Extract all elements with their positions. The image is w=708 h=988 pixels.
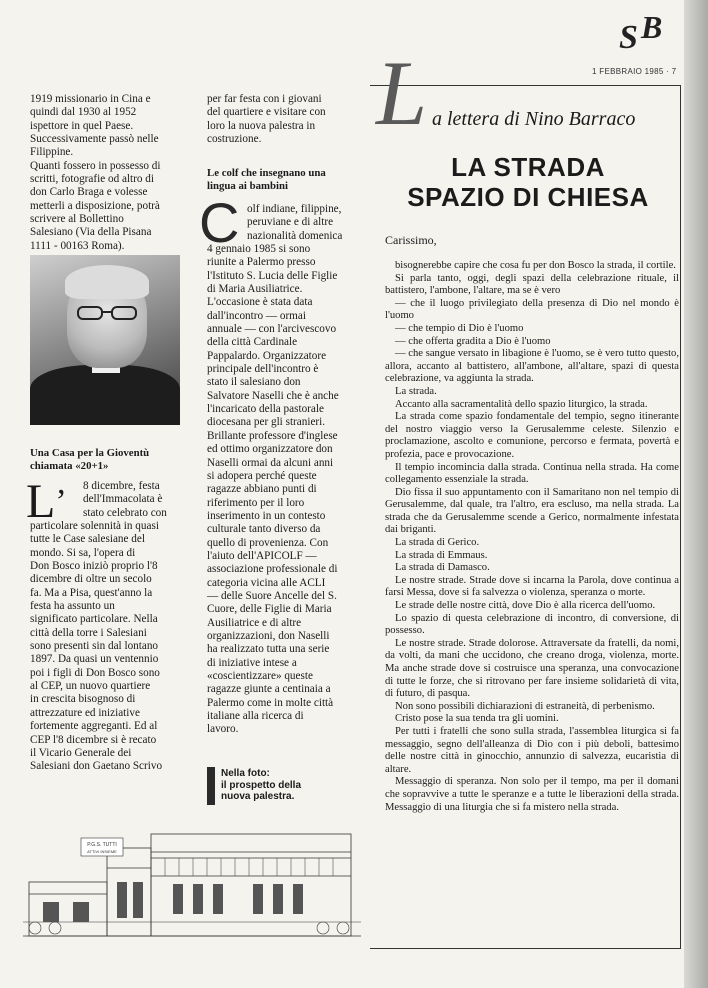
article-1-line: poi i figli di Don Bosco sono xyxy=(30,666,160,679)
letter-paragraph: — che il luogo privilegiato della presenza di Dio nel mondo è l'uomo xyxy=(385,297,679,322)
article-2-line: «coscientizzare» queste xyxy=(207,670,313,682)
article-2-line: Naselli ormai da alcuni anni xyxy=(207,456,334,469)
article-1-line: CEP l'8 dicembre si è recato xyxy=(30,733,157,746)
article-1-heading-line: chiamata «20+1» xyxy=(30,460,109,472)
letter-paragraph: Le strade delle nostre città, dove Dio è alla ricerca dell'uomo. xyxy=(395,600,656,612)
caption-line: nuova palestra. xyxy=(221,791,295,802)
svg-text:S: S xyxy=(619,19,638,56)
intro-line: scrivere al Bollettino xyxy=(30,213,124,226)
article-1-heading xyxy=(30,447,149,473)
article-1-line: 1897. Da quasi un ventennio xyxy=(30,653,159,666)
letter-paragraph: Per tutti i fratelli che sono sulla strada, l'assemblea liturgica si fa messaggio, segno dell'alleanza di Dio con i più deboli, battesimo delle nostre città in ginocchio, annunzio di salvezza, eucaristia di altare. xyxy=(385,725,679,775)
drawing-sign-line: P.G.S. TUTTI xyxy=(87,842,117,848)
letter-paragraph: La strada come spazio fondamentale del tempio, segno itinerante del nostro viaggio verso la Gerusalemme celeste. Silenzio e proclamazione, ascolto e comunione, percorso e fermata, povertà e profezia, pace e provocazione. xyxy=(385,411,679,460)
letter-paragraph: — che offerta gradita a Dio è l'uomo xyxy=(395,335,551,347)
article-2-line: principale dell'incontro è xyxy=(207,363,319,376)
article-2-line: l'aiuto dell'APICOLF — xyxy=(207,549,317,562)
intro-line: 1111 - 00163 Roma). xyxy=(30,239,125,252)
article-1-line: città della torre i Salesiani xyxy=(30,626,147,639)
letter-paragraph: bisognerebbe capire che cosa fu per don Bosco la strada, il cortile. xyxy=(395,260,676,271)
intro-line: Filippine. xyxy=(30,146,74,159)
article-2-dropcap: C xyxy=(199,191,240,254)
article-2-indented-lines xyxy=(247,203,365,243)
column-2-line: per far festa con i giovani xyxy=(207,93,322,105)
article-1-line: tutte le Case salesiane del xyxy=(30,533,145,546)
intro-line: metterli a disposizione, potrà xyxy=(30,199,160,212)
svg-text:B: B xyxy=(641,9,663,45)
portrait-hair xyxy=(65,265,149,299)
photo-caption xyxy=(221,768,301,803)
article-2-line: stato il salesiano don xyxy=(207,376,301,389)
article-2-line: l'Istituto S. Lucia delle Figlie xyxy=(207,269,338,282)
letter-paragraph: Le nostre strade. Strade dove si incarna la Parola, dove continua a farsi Messa, dove si fa salvezza o violenza, speranza o morte. xyxy=(385,574,679,599)
article-1-line: Salesiani don Gaetano Scrivo xyxy=(30,760,163,773)
article-2-line: lavoro. xyxy=(207,723,239,736)
column-2-line: loro la nuova palestra in xyxy=(207,119,316,132)
letter-paragraph: Cristo pose la sua tenda tra gli uomini. xyxy=(395,713,559,725)
article-2-line: si adopera perché queste xyxy=(207,469,317,482)
page-edge-shadow xyxy=(684,0,708,988)
article-2-line: ragazze giunte a centinaia a xyxy=(207,683,331,696)
article-2-line: di Maria Ausiliatrice. xyxy=(207,283,303,296)
article-1-line: Don Bosco iniziò proprio l'8 xyxy=(30,560,158,573)
article-2-line: organizzazioni, don Naselli xyxy=(207,629,330,642)
article-1-line: attrezzature ed iniziative xyxy=(30,706,140,719)
letter-paragraph: Si parla tanto, oggi, degli spazi della celebrazione rituale, il battistero, l'ambone, l'altare, ma se è vero xyxy=(385,272,679,297)
portrait-photo xyxy=(30,255,180,425)
article-2-line: Brillante professore d'inglese xyxy=(207,429,338,442)
intro-line: don Carlo Braga e volesse xyxy=(30,186,148,199)
drawing-sign-line: ATTIVI INSIEME xyxy=(87,849,117,854)
article-2-line: L'occasione è stata data xyxy=(207,296,313,309)
letter-paragraph: Le nostre strade. Strade dolorose. Attraversate da fratelli, da nomi, da volti, da mani che uccidono, che creano droga, violenza, morte. Ma anche strade dove si costruisce una speranza, una convocazione di tutte le forze, che si ritrovano per fare insieme solidarietà di vita, di futuro, di pasqua. xyxy=(385,637,679,700)
article-2-line: inserimento in un contesto xyxy=(207,509,326,522)
article-1-line: dell'Immacolata è xyxy=(83,493,163,506)
headline-line: SPAZIO DI CHIESA xyxy=(407,182,649,212)
letter-paragraph: Dio fissa il suo appuntamento con il Samaritano non nel tempio di Gerusalemme, dal quale, tra l'altro, era escluso, ma nella strada. La strada che da Gerusalemme scende a Gerico, normalmente infestata dai briganti. xyxy=(385,486,679,536)
article-2-line: ragazze abbiano punti di xyxy=(207,483,317,496)
article-2-line: ed ottimo organizzatore don xyxy=(207,443,333,456)
article-2-heading-line: lingua ai bambini xyxy=(207,180,289,192)
article-2-line: Cuore, delle Figlie di Maria xyxy=(207,603,332,616)
article-1-line: in crescita bisognoso di xyxy=(30,693,136,706)
article-2-line: Palermo come in molte città xyxy=(207,696,334,709)
article-2-line: dall'incontro — ormai xyxy=(207,309,306,322)
article-2-line: diocesana per gli stranieri. xyxy=(207,416,326,429)
sb-logo xyxy=(617,8,677,56)
article-1-line: festa ha assunto un xyxy=(30,600,115,613)
article-2-line: quello di provenienza. Con xyxy=(207,536,329,549)
caption-bar xyxy=(207,767,215,805)
intro-line: Successivamente passò nelle xyxy=(30,133,159,146)
article-2-line: italiane alla ricerca di xyxy=(207,710,304,723)
caption-line: Nella foto: xyxy=(221,768,270,779)
letter-paragraph: Messaggio di speranza. Non solo per il tempo, ma per il domani che sopravvive a tutte le speranze e a tutte le liberazioni della strada. Messaggio di una liturgia che si fa mistero nella strada. xyxy=(385,776,679,813)
article-1-line: al CEP, un nuovo quartiere xyxy=(30,680,151,693)
article-2-line: l'incaricato della pastorale xyxy=(207,403,324,416)
letter-paragraph: La strada di Gerico. xyxy=(395,537,480,549)
article-2-line: 4 gennaio 1985 si sono xyxy=(207,243,311,255)
article-2-heading-line: Le colf che insegnano una xyxy=(207,167,326,179)
article-2-heading xyxy=(207,167,326,193)
letter-paragraph: La strada di Emmaus. xyxy=(395,549,488,561)
article-2-line: Pappalardo. Organizzatore xyxy=(207,349,327,362)
portrait-cassock xyxy=(30,365,180,425)
article-2-line: riunite a Palermo presso xyxy=(207,256,316,269)
article-1-line: fortemente aggreganti. Ed al xyxy=(30,720,158,733)
intro-line: Quanti fossero in possesso di xyxy=(30,159,161,172)
article-2-line: Salvatore Naselli che è anche xyxy=(207,389,339,402)
article-2-line: categoria vicina alle ACLI xyxy=(207,576,326,589)
letter-paragraph: La strada di Damasco. xyxy=(395,562,490,574)
letter-headline xyxy=(378,152,678,212)
intro-line: Salesiano (Via della Pisana xyxy=(30,226,152,239)
letter-body xyxy=(385,260,679,814)
letter-paragraph: La strada. xyxy=(395,385,437,397)
issue-date: 1 FEBBRAIO 1985 · 7 xyxy=(592,67,677,76)
article-2-body xyxy=(207,243,367,737)
article-1-line: particolare solennità in quasi xyxy=(30,520,159,532)
column-2-top xyxy=(207,93,367,146)
article-2-line: peruviane e di altre xyxy=(247,216,334,229)
intro-line: 1919 missionario in Cina e xyxy=(30,93,151,105)
article-2-line: — delle Suore Ancelle del S. xyxy=(207,589,337,602)
article-2-line: culturale tanto diverso da xyxy=(207,523,321,536)
article-1-line: stato celebrato con xyxy=(83,506,167,519)
intro-line: ispettore in quel Paese. xyxy=(30,119,134,132)
article-1-dropcap: L’ xyxy=(26,475,67,528)
column-2-line: del quartiere e visitare con xyxy=(207,106,326,119)
letter-paragraph: Il tempio incomincia dalla strada. Continua nella strada. Ha come collegamento essenziale la strada. xyxy=(385,461,679,486)
article-1-line: mondo. Si sa, l'opera di xyxy=(30,546,136,559)
letter-paragraph: Non sono possibili dichiarazioni di estraneità, di perbenismo. xyxy=(395,700,655,712)
letter-paragraph: — che tempio di Dio è l'uomo xyxy=(395,322,524,334)
article-2-line: Ausiliatrice e di altre xyxy=(207,616,302,629)
article-1-line: 8 dicembre, festa xyxy=(83,480,160,492)
article-1-heading-line: Una Casa per la Gioventù xyxy=(30,447,150,459)
article-2-line: della città Cardinale xyxy=(207,336,298,349)
letter-kicker: a lettera di Nino Barraco xyxy=(432,108,636,130)
letter-paragraph: Lo spazio di questa celebrazione di incontro, di conversione, di possesso. xyxy=(385,612,679,637)
article-1-body xyxy=(30,520,198,774)
intro-line: quindi dal 1930 al 1952 xyxy=(30,106,137,119)
column-2-line: costruzione. xyxy=(207,133,262,146)
article-1-line: il Vicario Generale dei xyxy=(30,746,132,759)
article-2-line: di iniziative intese a xyxy=(207,656,297,669)
article-2-line: ha realizzato tutta una serie xyxy=(207,643,330,656)
letter-big-initial: L xyxy=(376,42,428,144)
gym-elevation-drawing xyxy=(23,824,361,946)
article-1-indented-lines xyxy=(83,480,195,520)
article-1-line: dicembre di oltre un secolo xyxy=(30,573,152,586)
letter-salutation: Carissimo, xyxy=(385,233,437,247)
intro-line: scritti, fotografie od altro di xyxy=(30,173,154,186)
article-1-line: fa. Ma a Pisa, quest'anno la xyxy=(30,586,153,599)
page-number: 7 xyxy=(671,67,677,76)
article-2-line: riferimento per il loro xyxy=(207,496,305,509)
caption-line: il prospetto della xyxy=(221,779,302,791)
article-1-line: sono presenti sin dal lontano xyxy=(30,640,159,653)
article-1-line: significato particolare. Nella xyxy=(30,613,158,626)
article-2-line: olf indiane, filippine, xyxy=(247,203,342,215)
headline-line: LA STRADA xyxy=(451,152,605,182)
letter-paragraph: Accanto alla sacramentalità dello spazio liturgico, la strada. xyxy=(395,398,648,410)
article-2-line: nazionalità domenica xyxy=(247,229,343,242)
portrait-glasses xyxy=(76,305,138,321)
letter-paragraph: — che sangue versato in libagione è l'uomo, se è vero tutto questo, allora, accanto al battistero, all'ambone, all'altare, spazi di questa celebrazione, va aggiunta la strada. xyxy=(385,348,679,385)
article-2-line: annuale — con l'arcivescovo xyxy=(207,323,337,336)
article-2-line: associazione professionale di xyxy=(207,563,338,576)
column-1-intro xyxy=(30,93,190,253)
